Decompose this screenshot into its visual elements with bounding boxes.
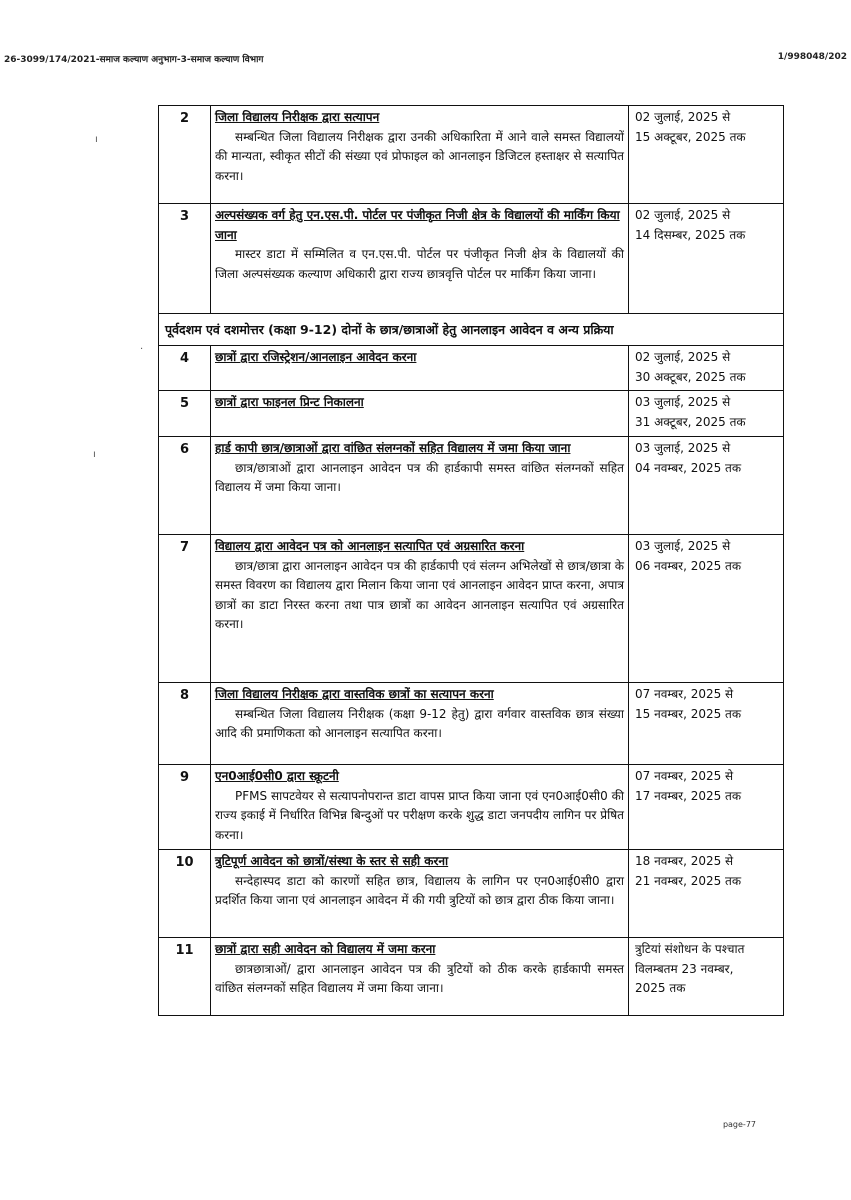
row-number: 4 xyxy=(159,346,211,391)
task-description: छात्र/छात्रा द्वारा आनलाइन आवेदन पत्र की हार्डकापी एवं संलग्न अभिलेखों से छात्र/छात्रा के समस्त विवरण का विद्यालय द्वारा मिलान किया जाना एवं आनलाइन आवेदन प्राप्त करना, अपात्र छात्रों का डाटा निरस्त करना तथा पात्र छात्रों का आवेदन आनलाइन सत्यापित एवं अग्रसारित करना। xyxy=(215,558,624,631)
task-cell xyxy=(211,683,629,765)
date-end: 14 दिसम्बर, 2025 तक xyxy=(635,227,746,242)
task-title: हार्ड कापी छात्र/छात्राओं द्वारा वांछित संलग्नकों सहित विद्यालय में जमा किया जाना xyxy=(215,441,571,455)
date-end: 06 नवम्बर, 2025 तक xyxy=(635,558,742,573)
task-title: छात्रों द्वारा रजिस्ट्रेशन/आनलाइन आवेदन करना xyxy=(215,350,417,364)
date-end: 30 अक्टूबर, 2025 तक xyxy=(635,369,746,384)
row-number: 3 xyxy=(159,204,211,314)
section-heading: पूर्वदशम एवं दशमोत्तर (कक्षा 9-12) दोनों के छात्र/छात्राओं हेतु आनलाइन आवेदन व अन्य प्रक्रिया xyxy=(159,314,784,346)
row-number: 9 xyxy=(159,765,211,850)
task-title: छात्रों द्वारा सही आवेदन को विद्यालय में जमा करना xyxy=(215,942,436,956)
document-number: 1/998048/202 xyxy=(777,52,847,62)
date-start: 02 जुलाई, 2025 से xyxy=(635,350,731,364)
task-title: जिला विद्यालय निरीक्षक द्वारा वास्तविक छात्रों का सत्यापन करना xyxy=(215,687,494,701)
task-title: जिला विद्यालय निरीक्षक द्वारा सत्यापन xyxy=(215,110,380,124)
row-number: 2 xyxy=(159,106,211,204)
date-cell xyxy=(629,204,784,314)
date-start: 03 जुलाई, 2025 से xyxy=(635,539,731,553)
date-end: 31 अक्टूबर, 2025 तक xyxy=(635,414,746,429)
scan-mark: · xyxy=(140,344,144,355)
row-number: 6 xyxy=(159,437,211,535)
file-reference: 26-3099/174/2021-समाज कल्याण अनुभाग-3-समाज कल्याण विभाग xyxy=(4,55,264,65)
row-number: 5 xyxy=(159,391,211,437)
page-number: page-77 xyxy=(722,1120,756,1129)
date-end: 15 नवम्बर, 2025 तक xyxy=(635,706,742,721)
date-start: 02 जुलाई, 2025 से xyxy=(635,110,731,124)
task-description: सम्बन्धित जिला विद्यालय निरीक्षक (कक्षा 9-12 हेतु) द्वारा वर्गवार वास्तविक छात्र संख्या आदि की प्रमाणिकता को आनलाइन सत्यापित करना। xyxy=(215,706,624,740)
task-title: छात्रों द्वारा फाइनल प्रिन्ट निकालना xyxy=(215,395,364,409)
date-cell xyxy=(629,938,784,1016)
date-end: 21 नवम्बर, 2025 तक xyxy=(635,873,742,888)
row-number: 7 xyxy=(159,535,211,683)
task-cell xyxy=(211,346,629,391)
table-row xyxy=(159,938,784,1016)
table-row xyxy=(159,535,784,683)
task-title: अल्पसंख्यक वर्ग हेतु एन.एस.पी. पोर्टल पर पंजीकृत निजी क्षेत्र के विद्यालयों की मार्किंग किया जाना xyxy=(215,208,620,242)
row-number: 11 xyxy=(159,938,211,1016)
table-row xyxy=(159,346,784,391)
task-title: एन0आई0सी0 द्वारा स्क्रूटनी xyxy=(215,769,339,783)
task-description: छात्र/छात्राओं द्वारा आनलाइन आवेदन पत्र की हार्डकापी समस्त वांछित संलग्नकों सहित विद्यालय में जमा किया जाना। xyxy=(215,460,624,494)
task-cell xyxy=(211,850,629,938)
date-start: त्रुटियां संशोधन के पश्चात विलम्बतम 23 नवम्बर, xyxy=(635,942,745,976)
date-cell xyxy=(629,535,784,683)
task-cell xyxy=(211,106,629,204)
date-start: 18 नवम्बर, 2025 से xyxy=(635,854,734,868)
task-title: विद्यालय द्वारा आवेदन पत्र को आनलाइन सत्यापित एवं अग्रसारित करना xyxy=(215,539,525,553)
date-start: 03 जुलाई, 2025 से xyxy=(635,395,731,409)
task-cell xyxy=(211,938,629,1016)
task-cell xyxy=(211,765,629,850)
table-body-upper xyxy=(159,106,784,314)
date-start: 03 जुलाई, 2025 से xyxy=(635,441,731,455)
scan-mark: ı xyxy=(95,134,98,145)
schedule-table xyxy=(158,105,784,1016)
task-description: PFMS सापटवेयर से सत्यापनोपरान्त डाटा वापस प्राप्त किया जाना एवं एन0आई0सी0 की राज्य इकाई में निर्धारित विभिन्न बिन्दुओं पर परीक्षण करके शुद्ध डाटा जनपदीय लागिन पर प्रेषित करना। xyxy=(215,788,624,842)
task-cell xyxy=(211,535,629,683)
table-row xyxy=(159,437,784,535)
scan-mark: ı xyxy=(93,449,96,460)
row-number: 8 xyxy=(159,683,211,765)
task-description: सन्देहास्पद डाटा को कारणों सहित छात्र, विद्यालय के लागिन पर एन0आई0सी0 द्वारा प्रदर्शित किया जाना एवं आनलाइन आवेदन में की गयी त्रुटियों को छात्र द्वारा ठीक किया जाना। xyxy=(215,873,624,907)
date-cell xyxy=(629,106,784,204)
task-description: सम्बन्धित जिला विद्यालय निरीक्षक द्वारा उनकी अधिकारिता में आने वाले समस्त विद्यालयों की मान्यता, स्वीकृत सीटों की संख्या एवं प्रोफाइल को आनलाइन डिजिटल हस्ताक्षर से सत्यापित करना। xyxy=(215,129,624,183)
date-end: 17 नवम्बर, 2025 तक xyxy=(635,788,742,803)
task-description: मास्टर डाटा में सम्मिलित व एन.एस.पी. पोर्टल पर पंजीकृत निजी क्षेत्र के विद्यालयों की जिला अल्पसंख्यक कल्याण अधिकारी द्वारा राज्य छात्रवृत्ति पोर्टल पर मार्किंग किया जाना। xyxy=(215,247,624,281)
date-cell xyxy=(629,765,784,850)
date-end: 04 नवम्बर, 2025 तक xyxy=(635,460,742,475)
task-cell xyxy=(211,204,629,314)
table-row xyxy=(159,850,784,938)
table-row xyxy=(159,765,784,850)
table-body-lower xyxy=(159,346,784,1016)
table-row xyxy=(159,106,784,204)
table-row xyxy=(159,683,784,765)
date-end: 15 अक्टूबर, 2025 तक xyxy=(635,129,746,144)
date-cell xyxy=(629,850,784,938)
row-number: 10 xyxy=(159,850,211,938)
table-section xyxy=(159,314,784,346)
date-cell xyxy=(629,346,784,391)
date-start: 02 जुलाई, 2025 से xyxy=(635,208,731,222)
task-title: त्रुटिपूर्ण आवेदन को छात्रों/संस्था के स्तर से सही करना xyxy=(215,854,449,868)
date-cell xyxy=(629,683,784,765)
date-cell xyxy=(629,391,784,437)
task-cell xyxy=(211,391,629,437)
task-cell xyxy=(211,437,629,535)
date-cell xyxy=(629,437,784,535)
task-description: छात्रछात्राओं/ द्वारा आनलाइन आवेदन पत्र की त्रुटियों को ठीक करके हार्डकापी समस्त वांछित संलग्नकों सहित विद्यालय में जमा किया जाना। xyxy=(215,961,624,995)
table-row xyxy=(159,391,784,437)
section-row xyxy=(159,314,784,346)
date-start: 07 नवम्बर, 2025 से xyxy=(635,769,734,783)
date-end: 2025 तक xyxy=(635,981,686,995)
date-start: 07 नवम्बर, 2025 से xyxy=(635,687,734,701)
table-row xyxy=(159,204,784,314)
